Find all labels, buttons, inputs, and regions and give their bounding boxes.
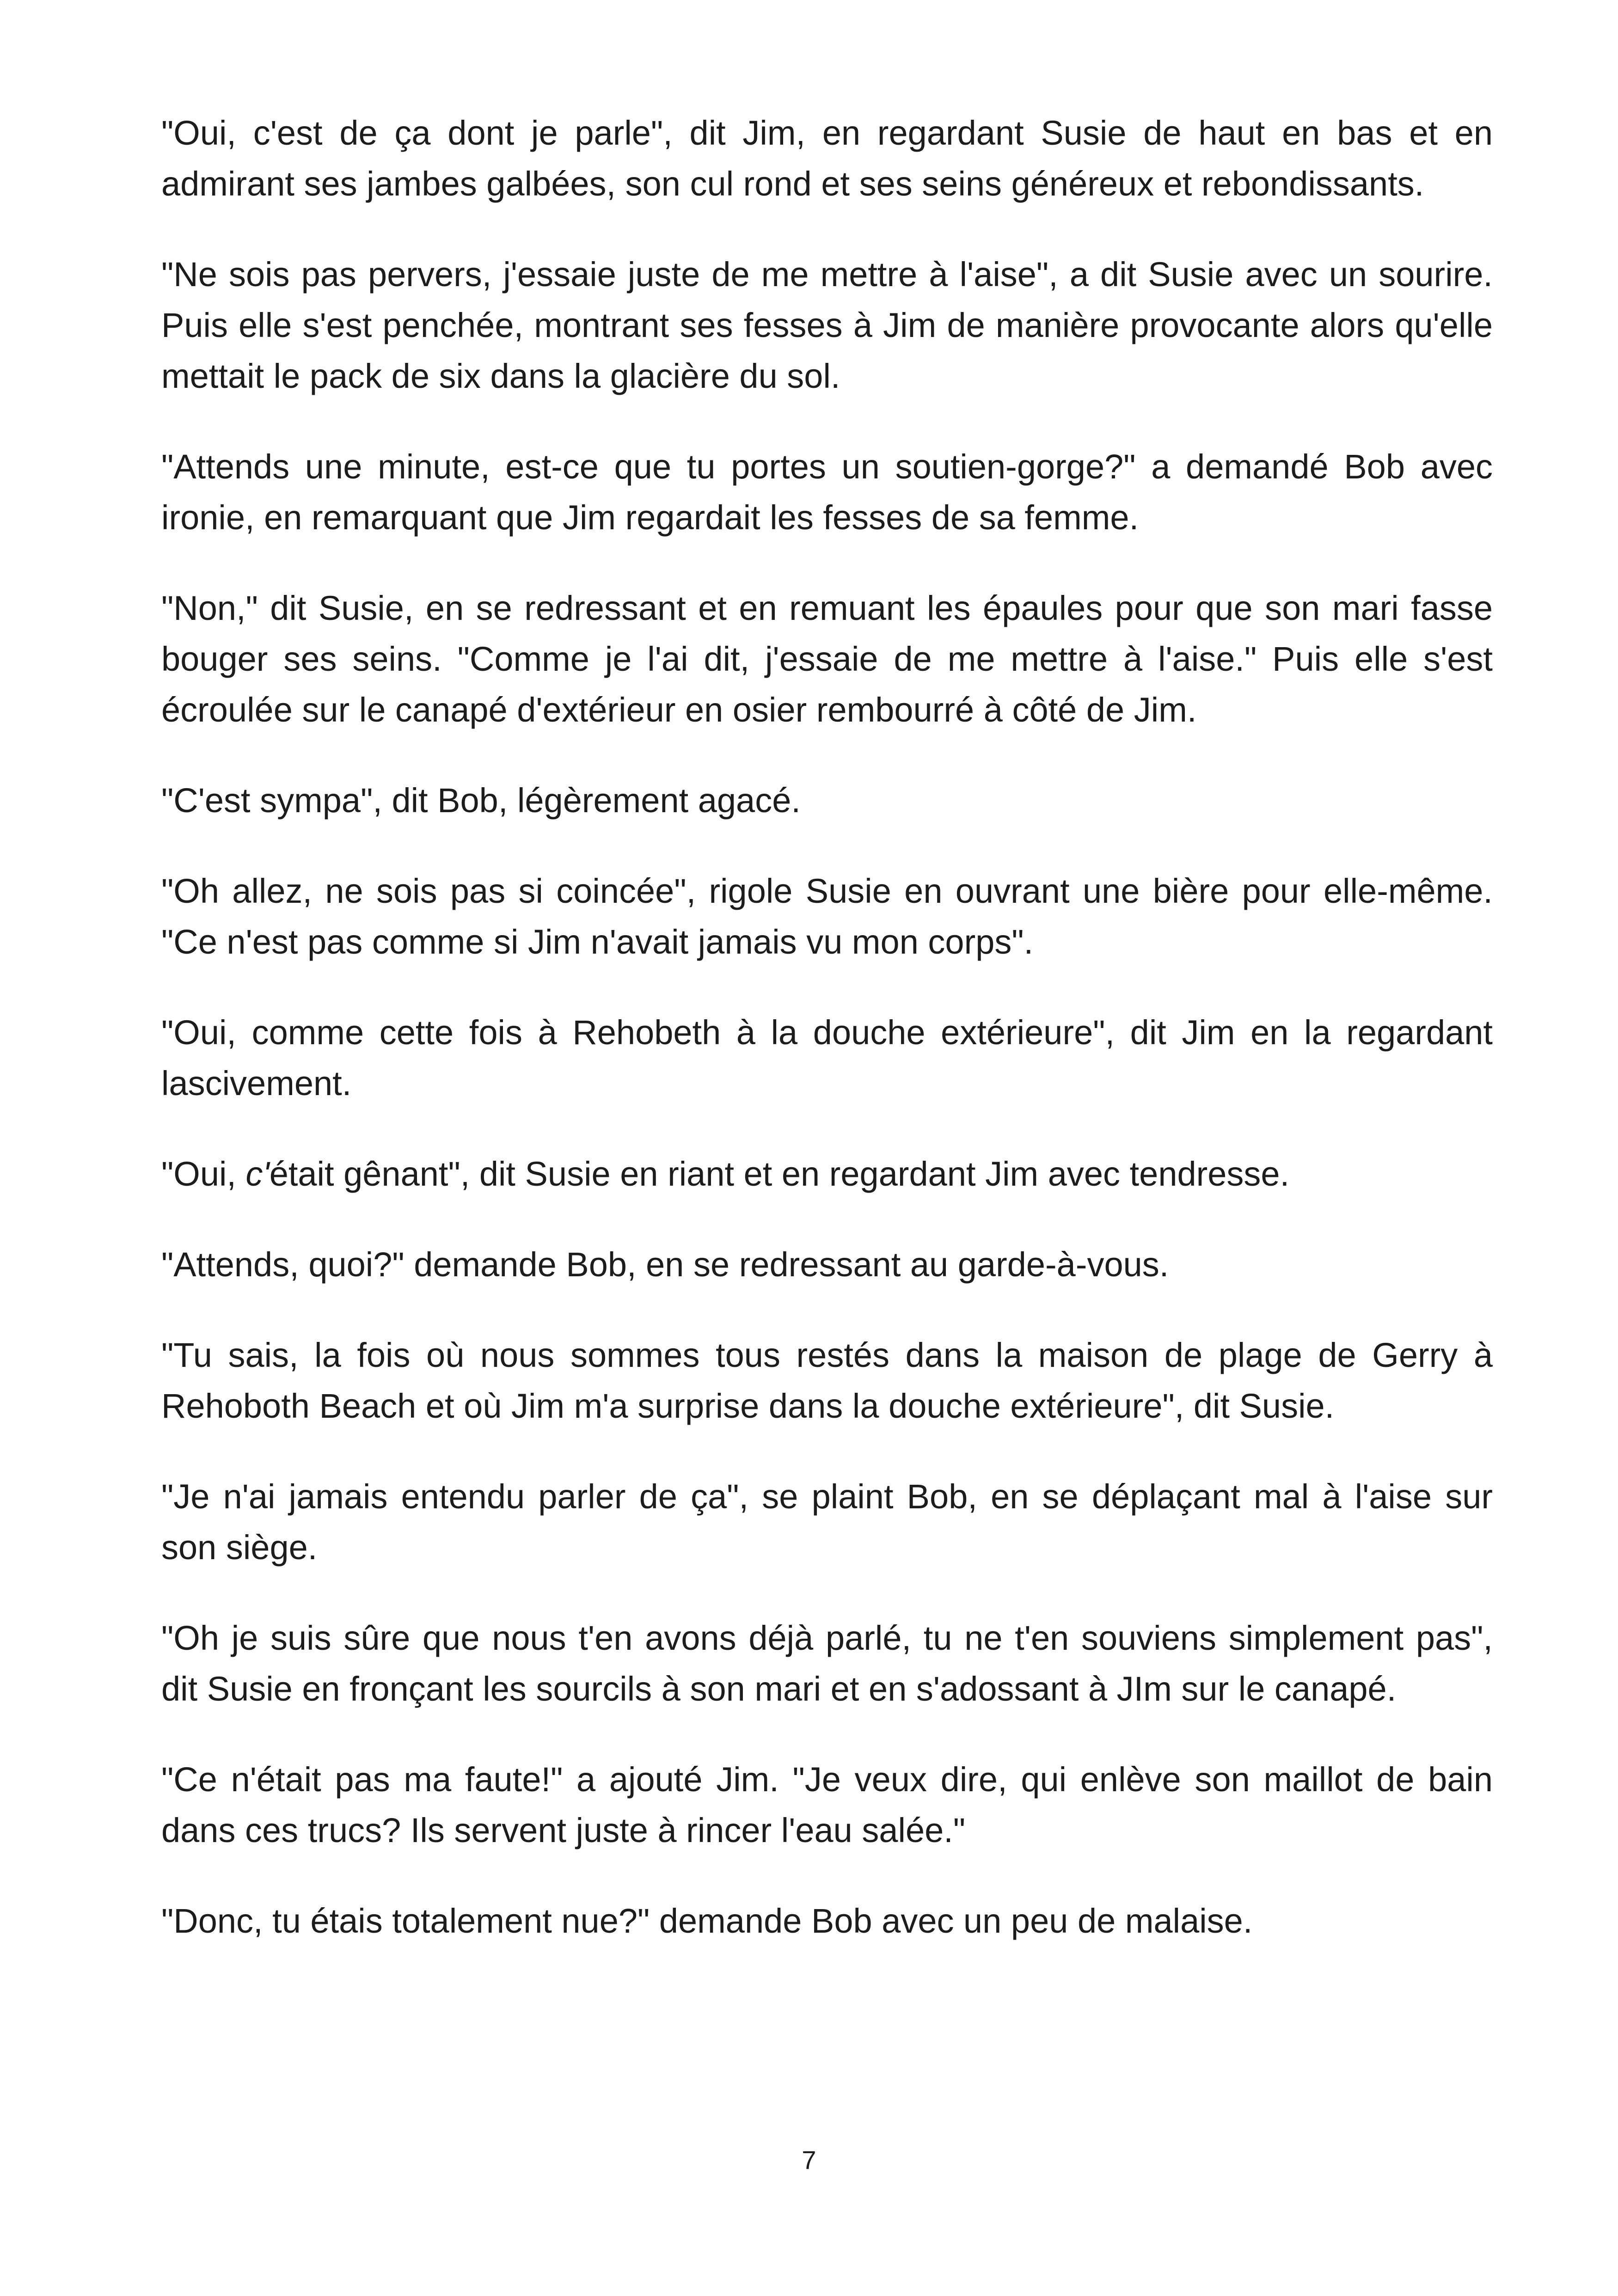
paragraph-11: "Je n'ai jamais entendu parler de ça", se plaint Bob, en se déplaçant mal à l'aise sur son siège. (161, 1477, 1493, 1567)
paragraph-8-end: était gênant", dit Susie en riant et en regardant Jim avec tendresse. (269, 1155, 1290, 1193)
paragraph-10: "Tu sais, la fois où nous sommes tous restés dans la maison de plage de Gerry à Rehoboth Beach et où Jim m'a surprise dans la douche extérieure", dit Susie. (161, 1336, 1493, 1425)
paragraph-5: "C'est sympa", dit Bob, légèrement agacé. (161, 781, 801, 820)
body-text (161, 108, 1493, 1986)
paragraph-3: "Attends une minute, est-ce que tu portes un soutien-gorge?" a demandé Bob avec ironie, en remarquant que Jim regardait les fesses de sa femme. (161, 447, 1493, 537)
paragraph-6: "Oh allez, ne sois pas si coincée", rigole Susie en ouvrant une bière pour elle-même. "Ce n'est pas comme si Jim n'avait jamais vu mon corps". (161, 872, 1493, 961)
paragraph-1: "Oui, c'est de ça dont je parle", dit Jim, en regardant Susie de haut en bas et en admirant ses jambes galbées, son cul rond et ses seins généreux et rebondissants. (161, 114, 1493, 203)
paragraph-8-italic: c' (245, 1155, 270, 1193)
page-number: 7 (802, 2145, 816, 2174)
paragraph-2: "Ne sois pas pervers, j'essaie juste de me mettre à l'aise", a dit Susie avec un sourire. Puis elle s'est penchée, montrant ses fesses à Jim de manière provocante alors qu'elle mettait le pack de six dans la glacière du sol. (161, 255, 1493, 395)
paragraph-4: "Non," dit Susie, en se redressant et en remuant les épaules pour que son mari fasse bouger ses seins. "Comme je l'ai dit, j'essaie de me mettre à l'aise." Puis elle s'est écroulée sur le canapé d'extérieur en osier rembourré à côté de Jim. (161, 589, 1493, 729)
paragraph-8-start: "Oui, (161, 1155, 246, 1193)
paragraph-9: "Attends, quoi?" demande Bob, en se redressant au garde-à-vous. (161, 1245, 1169, 1284)
paragraph-13: "Ce n'était pas ma faute!" a ajouté Jim. "Je veux dire, qui enlève son maillot de bain dans ces trucs? Ils servent juste à rincer l'eau salée." (161, 1760, 1493, 1849)
paragraph-8 (161, 1149, 1493, 1200)
paragraph-12: "Oh je suis sûre que nous t'en avons déjà parlé, tu ne t'en souviens simplement pas", dit Susie en fronçant les sourcils à son mari et en s'adossant à JIm sur le canapé. (161, 1619, 1493, 1708)
paragraph-7: "Oui, comme cette fois à Rehobeth à la douche extérieure", dit Jim en la regardant lascivement. (161, 1013, 1493, 1102)
paragraph-14: "Donc, tu étais totalement nue?" demande Bob avec un peu de malaise. (161, 1902, 1253, 1940)
